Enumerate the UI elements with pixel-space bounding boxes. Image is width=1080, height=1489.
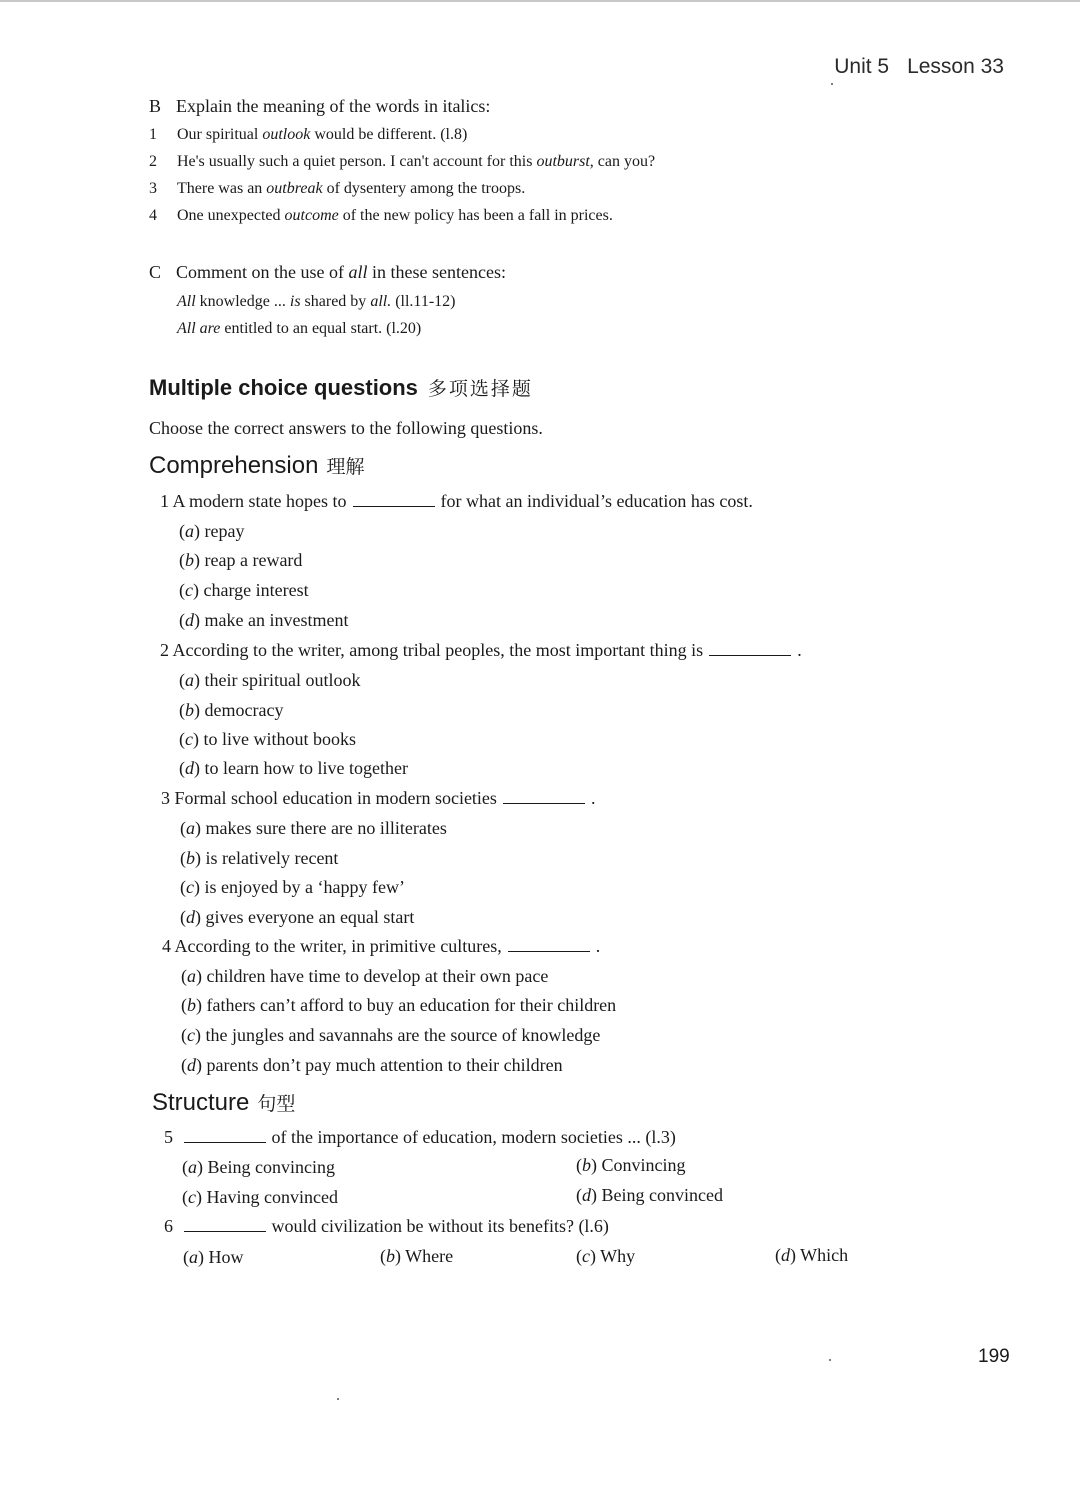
scan-speck [337,1398,339,1400]
mcq-heading-text: Multiple choice questions [149,375,418,400]
option-4a[interactable]: (a) children have time to develop at their own pace [181,966,549,986]
italic-word: outbreak [266,180,323,197]
header-unit: Unit 5 [834,55,890,78]
italic-word: outcome [284,207,339,224]
answer-blank [353,505,435,507]
question-4: 4 According to the writer, in primitive cultures, . [162,936,601,956]
item-number: 2 [149,153,157,170]
option-6c[interactable]: (c) Why [576,1246,636,1266]
header-lesson: Lesson 33 [907,55,1004,78]
structure-heading: Structure 句型 [152,1089,296,1116]
question-2: 2 According to the writer, among tribal peoples, the most important thing is . [160,640,802,660]
scan-speck [831,83,833,85]
option-4b[interactable]: (b) fathers can’t afford to buy an education for their children [181,995,617,1015]
answer-blank [709,654,791,656]
option-3b[interactable]: (b) is relatively recent [180,848,339,868]
answer-blank [508,950,590,952]
option-5b[interactable]: (b) Convincing [576,1155,686,1175]
scan-speck [829,1359,831,1361]
item-number: 4 [149,207,157,224]
option-1a[interactable]: (a) repay [179,521,245,541]
mcq-heading-zh: 多项选择题 [427,378,533,400]
option-3d[interactable]: (d) gives everyone an equal start [180,907,415,927]
question-6: 6 would civilization be without its benefits? (l.6) [164,1216,609,1236]
page-number: 199 [978,1346,1010,1367]
answer-blank [503,802,585,804]
option-2c[interactable]: (c) to live without books [179,729,356,749]
option-4c[interactable]: (c) the jungles and savannahs are the source of knowledge [181,1025,601,1045]
item-text: He's usually such a quiet person. I can't account for this outburst, can you? [177,153,656,170]
italic-word: outlook [262,126,311,143]
top-border-line [0,0,1080,2]
section-b-label: B [149,96,162,116]
question-1: 1 A modern state hopes to for what an individual’s education has cost. [160,491,753,511]
item-number: 1 [149,126,157,143]
italic-word: all [348,262,368,282]
option-5a[interactable]: (a) Being convincing [182,1157,335,1177]
option-3a[interactable]: (a) makes sure there are no illiterates [180,818,447,838]
item-number: 3 [149,180,157,197]
option-2b[interactable]: (b) democracy [179,700,284,720]
option-1d[interactable]: (d) make an investment [179,610,349,630]
option-1c[interactable]: (c) charge interest [179,580,309,600]
option-6b[interactable]: (b) Where [380,1246,454,1266]
mcq-heading [149,374,533,401]
mcq-intro: Choose the correct answers to the following questions. [149,418,543,438]
option-2d[interactable]: (d) to learn how to live together [179,758,408,778]
answer-blank [184,1230,266,1232]
option-3c[interactable]: (c) is enjoyed by a ‘happy few’ [180,877,405,897]
option-5d[interactable]: (d) Being convinced [576,1185,723,1205]
item-text: There was an outbreak of dysentery among the troops. [177,180,526,197]
item-text: Our spiritual outlook would be different. (l.8) [177,126,468,143]
section-c-label: C [149,262,162,282]
question-3: 3 Formal school education in modern societies . [161,788,596,808]
option-6d[interactable]: (d) Which [775,1245,849,1265]
item-text: One unexpected outcome of the new policy has been a fall in prices. [177,207,613,224]
option-2a[interactable]: (a) their spiritual outlook [179,670,361,690]
answer-blank [184,1141,266,1143]
italic-word: outburst [536,153,590,170]
section-c-line-1: All knowledge ... is shared by all. (ll.11-12) [177,293,456,310]
question-5: 5 of the importance of education, modern societies ... (l.3) [164,1127,676,1147]
section-c-instruction: C Comment on the use of all in these sentences: [149,262,506,282]
option-5c[interactable]: (c) Having convinced [182,1187,338,1207]
option-4d[interactable]: (d) parents don’t pay much attention to their children [181,1055,563,1075]
option-1b[interactable]: (b) reap a reward [179,550,303,570]
section-b-text: Explain the meaning of the words in italics: [176,96,491,116]
option-6a[interactable]: (a) How [183,1247,244,1267]
comprehension-heading: Comprehension 理解 [149,452,365,479]
running-header [834,55,1004,79]
section-b-instruction [149,96,490,117]
section-c-line-2: All are entitled to an equal start. (l.20) [177,320,422,337]
